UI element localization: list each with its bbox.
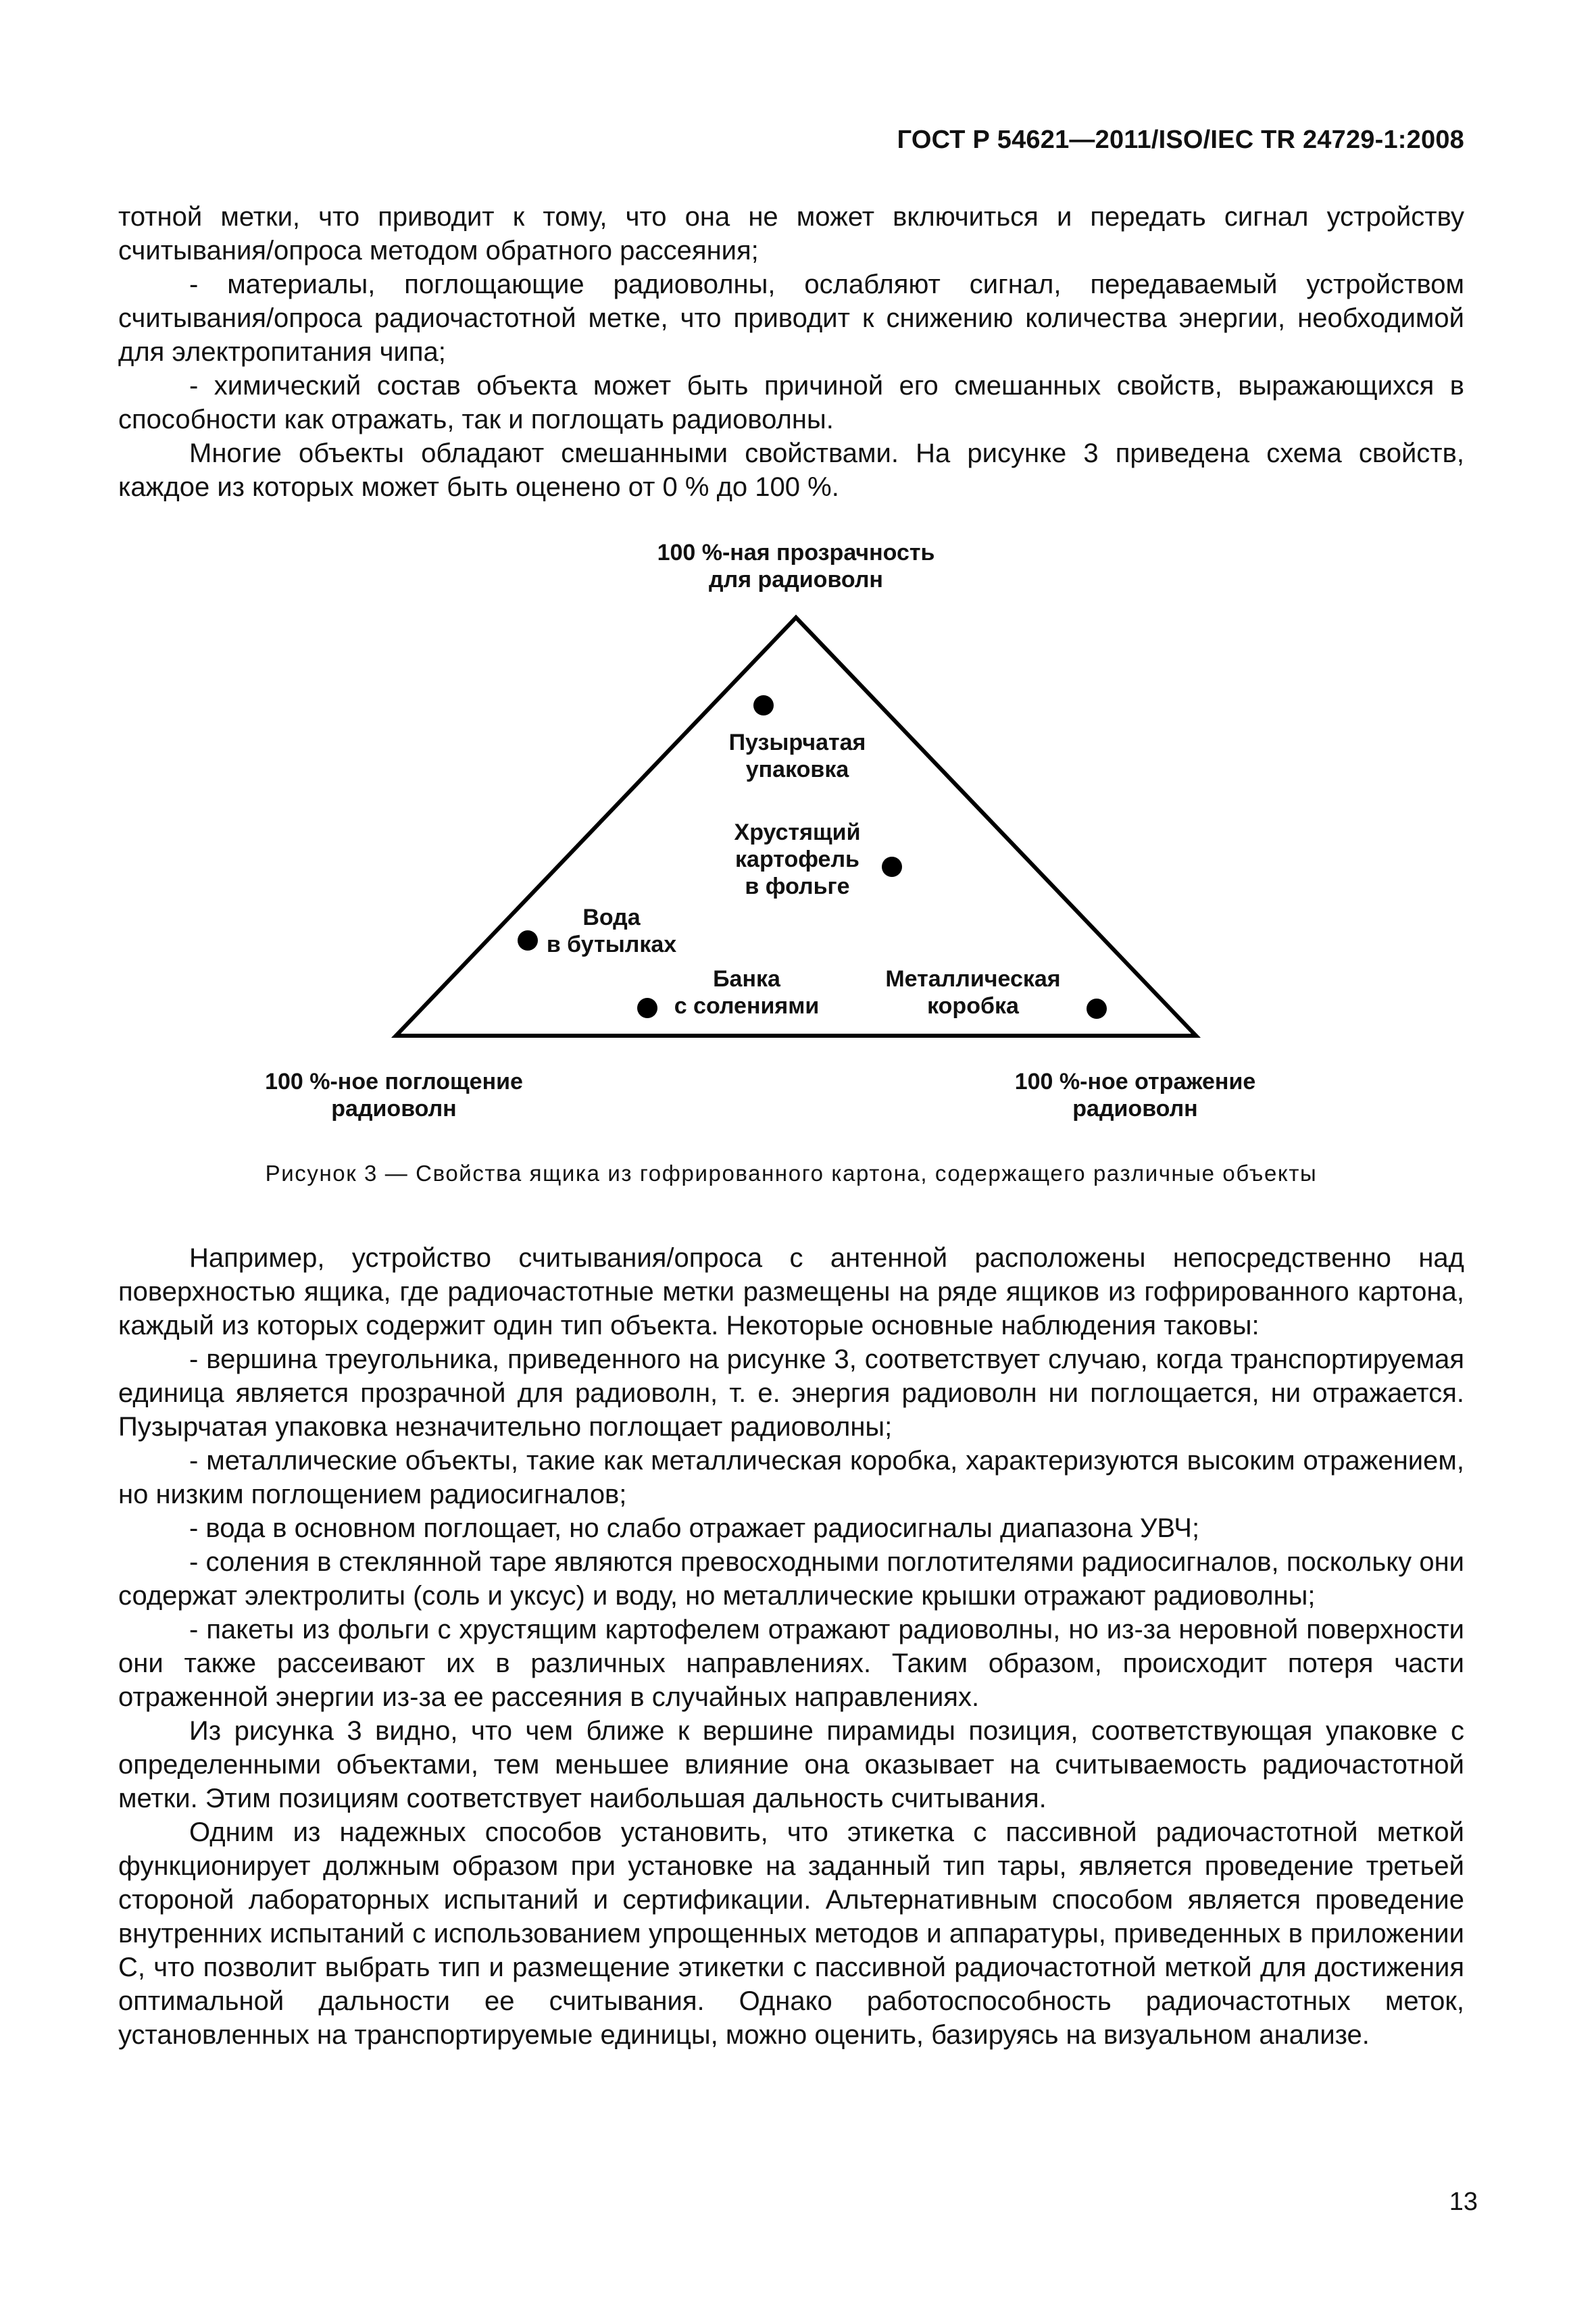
- point-label-metal-box: [865, 965, 1081, 1020]
- vertex-top-line: для радиоволн: [709, 567, 883, 593]
- paragraph: - вода в основном поглощает, но слабо отражает радиосигналы диапазона УВЧ;: [189, 1513, 1200, 1543]
- paragraph: - пакеты из фольги с хрустящим картофелем отражают радиоволны, но из-за неровной поверхности они также рассеивают их в различных направлениях. Таким образом, происходит потеря части отраженной энергии из-за ее рассеяния в случайных направлениях.: [118, 1615, 1464, 1712]
- point-label-line: картофель: [735, 847, 859, 872]
- point-label-line: с солениями: [674, 993, 820, 1019]
- point-label-line: Металлическая: [885, 966, 1061, 992]
- paragraph: тотной метки, что приводит к тому, что она не может включиться и передать сигнал устройству считывания/опроса методом обратного рассеяния;: [118, 202, 1464, 266]
- point-label-line: Хрустящий: [734, 820, 861, 845]
- vertex-right-line: 100 %-ное отражение: [1014, 1069, 1256, 1095]
- paragraph: - металлические объекты, такие как металлическая коробка, характеризуются высоким отражением, но низким поглощением радиосигналов;: [118, 1446, 1464, 1509]
- paragraph: - вершина треугольника, приведенного на рисунке 3, соответствует случаю, когда транспортируемая единица является прозрачной для радиоволн, т. е. энергия радиоволн ни поглощается, ни отражается. Пузырчатая упаковка незначительно поглощает радиоволны;: [118, 1344, 1464, 1442]
- paragraph: Например, устройство считывания/опроса с антенной расположены непосредственно над поверхностью ящика, где радиочастотные метки размещены на ряде ящиков из гофрированного картона, каждый из которых содержит один тип объекта. Некоторые основные наблюдения таковы:: [118, 1243, 1464, 1340]
- point-label-line: Банка: [713, 966, 780, 992]
- vertex-right-label: [973, 1068, 1297, 1122]
- paragraph: - материалы, поглощающие радиоволны, ослабляют сигнал, передаваемый устройством считывания/опроса радиочастотной метке, что приводит к снижению количества энергии, необходимой для электропитания чипа;: [118, 270, 1464, 367]
- page-number: 13: [1449, 2188, 1478, 2216]
- point-metal-box: [1087, 999, 1107, 1019]
- paragraph: Многие объекты обладают смешанными свойствами. На рисунке 3 приведена схема свойств, каждое из которых может быть оценено от 0 % до 100 %.: [118, 438, 1464, 502]
- paragraph: - соления в стеклянной таре являются превосходными поглотителями радиосигналов, поскольку они содержат электролиты (соль и уксус) и воду, но металлические крышки отражают радиоволны;: [118, 1547, 1464, 1611]
- paragraph: Одним из надежных способов установить, что этикетка с пассивной радиочастотной меткой функционирует должным образом при установке на заданный тип тары, является проведение третьей стороной лабораторных испытаний и сертификации. Альтернативным способом является проведение внутренних испытаний с использованием упрощенных методов и аппаратуры, приведенных в приложении С, что позволит выбрать тип и размещение этикетки с пассивной радиочастотной меткой для достижения оптимальной дальности ее считывания. Однако работоспособность радиочастотных меток, установленных на транспортируемые единицы, можно оценить, базируясь на визуальном анализе.: [118, 1817, 1464, 2050]
- vertex-left-line: 100 %-ное поглощение: [265, 1069, 523, 1095]
- point-label-line: в бутылках: [546, 932, 677, 957]
- paragraph: Из рисунка 3 видно, что чем ближе к вершине пирамиды позиция, соответствующая упаковке с определенными объектами, тем меньшее влияние она оказывает на считываемость радиочастотной метки. Этим позициям соответствует наибольшая дальность считывания.: [118, 1716, 1464, 1813]
- vertex-left-label: [232, 1068, 556, 1122]
- point-label-line: коробка: [927, 993, 1019, 1019]
- vertex-right-line: радиоволн: [1072, 1096, 1198, 1122]
- point-label-line: Вода: [582, 905, 641, 930]
- point-bubble-wrap: [753, 695, 774, 715]
- vertex-top-line: 100 %-ная прозрачность: [657, 540, 935, 565]
- point-label-bubble-wrap: [696, 729, 899, 783]
- vertex-top-label: [593, 539, 999, 593]
- text-block-bottom: [118, 1241, 1464, 2052]
- figure-caption: Рисунок 3 — Свойства ящика из гофрированного картона, содержащего различные объекты: [265, 1161, 1318, 1186]
- point-label-line: упаковка: [745, 757, 849, 782]
- point-label-line: в фольге: [745, 874, 850, 899]
- vertex-left-line: радиоволн: [331, 1096, 457, 1122]
- point-label-water-bottles: [527, 904, 696, 958]
- point-label-pickle-jar: [645, 965, 848, 1020]
- document-header: ГОСТ Р 54621—2011/ISO/IEC TR 24729-1:2008: [897, 126, 1464, 154]
- point-label-line: Пузырчатая: [728, 730, 866, 755]
- paragraph: - химический состав объекта может быть причиной его смешанных свойств, выражающихся в способности как отражать, так и поглощать радиоволны.: [118, 371, 1464, 434]
- point-label-potato-chips: [696, 819, 899, 900]
